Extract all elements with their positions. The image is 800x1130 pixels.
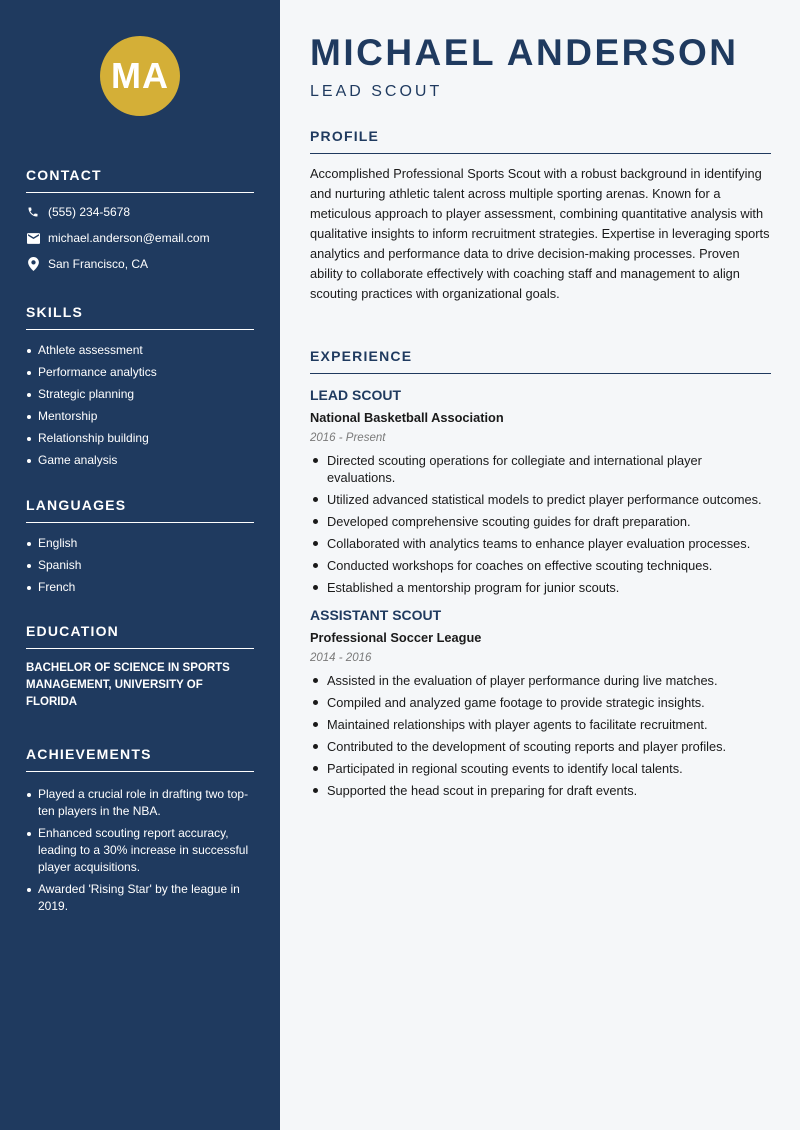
- contact-phone: [26, 199, 254, 225]
- experience-heading: EXPERIENCE: [310, 348, 771, 374]
- phone-text: (555) 234-5678: [48, 205, 131, 219]
- skills-heading: SKILLS: [26, 304, 254, 330]
- job-entry: [310, 607, 771, 799]
- contact-location: [26, 251, 254, 277]
- education-section: [26, 623, 254, 711]
- job-bullet: Compiled and analyzed game footage to provide strategic insights.: [310, 694, 771, 711]
- job-bullets: [310, 452, 771, 596]
- job-bullets: [310, 672, 771, 799]
- languages-section: [26, 497, 254, 601]
- job-bullet: Assisted in the evaluation of player performance during live matches.: [310, 672, 771, 689]
- job-dates: 2016 - Present: [310, 432, 386, 444]
- profile-section: [310, 128, 771, 304]
- job-bullet: Conducted workshops for coaches on effective scouting techniques.: [310, 557, 771, 574]
- profile-heading: PROFILE: [310, 128, 771, 154]
- job-bullet: Established a mentorship program for junior scouts.: [310, 579, 771, 596]
- language-item: English: [26, 535, 254, 552]
- contact-email: [26, 225, 254, 251]
- language-item: French: [26, 579, 254, 596]
- job-bullet: Collaborated with analytics teams to enhance player evaluation processes.: [310, 535, 771, 552]
- phone-icon: [26, 205, 40, 219]
- achievements-list: [26, 786, 254, 915]
- achievements-heading: ACHIEVEMENTS: [26, 746, 254, 772]
- job-bullet: Utilized advanced statistical models to predict player performance outcomes.: [310, 491, 771, 508]
- skills-list: [26, 342, 254, 469]
- sidebar: [0, 0, 280, 1130]
- email-icon: [26, 231, 40, 245]
- candidate-name: MICHAEL ANDERSON: [310, 32, 739, 73]
- candidate-title: LEAD SCOUT: [310, 83, 443, 100]
- location-pin-icon: [26, 257, 40, 271]
- job-bullet: Maintained relationships with player agents to facilitate recruitment.: [310, 716, 771, 733]
- job-title: LEAD SCOUT: [310, 387, 401, 403]
- contact-heading: CONTACT: [26, 167, 254, 193]
- skill-item: Game analysis: [26, 452, 254, 469]
- languages-list: [26, 535, 254, 596]
- job-bullet: Supported the head scout in preparing for draft events.: [310, 782, 771, 799]
- education-degree: BACHELOR OF SCIENCE IN SPORTS MANAGEMENT, UNIVERSITY OF FLORIDA: [26, 662, 230, 708]
- languages-heading: LANGUAGES: [26, 497, 254, 523]
- achievement-item: Played a crucial role in drafting two top-ten players in the NBA.: [26, 786, 254, 820]
- experience-section: [310, 348, 771, 804]
- job-entry: [310, 387, 771, 596]
- job-bullet: Contributed to the development of scouting reports and player profiles.: [310, 738, 771, 755]
- contact-section: [26, 167, 254, 277]
- skill-item: Relationship building: [26, 430, 254, 447]
- achievement-item: Awarded 'Rising Star' by the league in 2019.: [26, 881, 254, 915]
- skills-section: [26, 304, 254, 474]
- language-item: Spanish: [26, 557, 254, 574]
- job-bullet: Participated in regional scouting events to identify local talents.: [310, 760, 771, 777]
- skill-item: Performance analytics: [26, 364, 254, 381]
- job-title: ASSISTANT SCOUT: [310, 607, 442, 623]
- avatar: [100, 36, 180, 116]
- job-bullet: Directed scouting operations for collegiate and international player evaluations.: [310, 452, 771, 486]
- email-text[interactable]: michael.anderson@email.com: [48, 231, 210, 245]
- main-content: [280, 0, 800, 1130]
- skill-item: Mentorship: [26, 408, 254, 425]
- profile-text: Accomplished Professional Sports Scout with a robust background in identifying and nurturing athletic talent across multiple sporting arenas. Known for a meticulous approach to player assessment, combining quantitative analysis with qualitative insights to inform recruitment strategies. Expertise in leveraging sports analytics and performance data to drive decision-making processes. Proven ability to collaborate effectively with coaching staff and management to align scouting practices with organizational goals.: [310, 166, 770, 301]
- job-dates: 2014 - 2016: [310, 652, 372, 664]
- avatar-initials: MA: [111, 55, 169, 96]
- job-company: National Basketball Association: [310, 410, 504, 425]
- skill-item: Strategic planning: [26, 386, 254, 403]
- location-text: San Francisco, CA: [48, 257, 149, 271]
- job-company: Professional Soccer League: [310, 630, 482, 645]
- achievements-section: [26, 746, 254, 920]
- skill-item: Athlete assessment: [26, 342, 254, 359]
- job-bullet: Developed comprehensive scouting guides for draft preparation.: [310, 513, 771, 530]
- education-heading: EDUCATION: [26, 623, 254, 649]
- achievement-item: Enhanced scouting report accuracy, leading to a 30% increase in successful player acquisitions.: [26, 825, 254, 876]
